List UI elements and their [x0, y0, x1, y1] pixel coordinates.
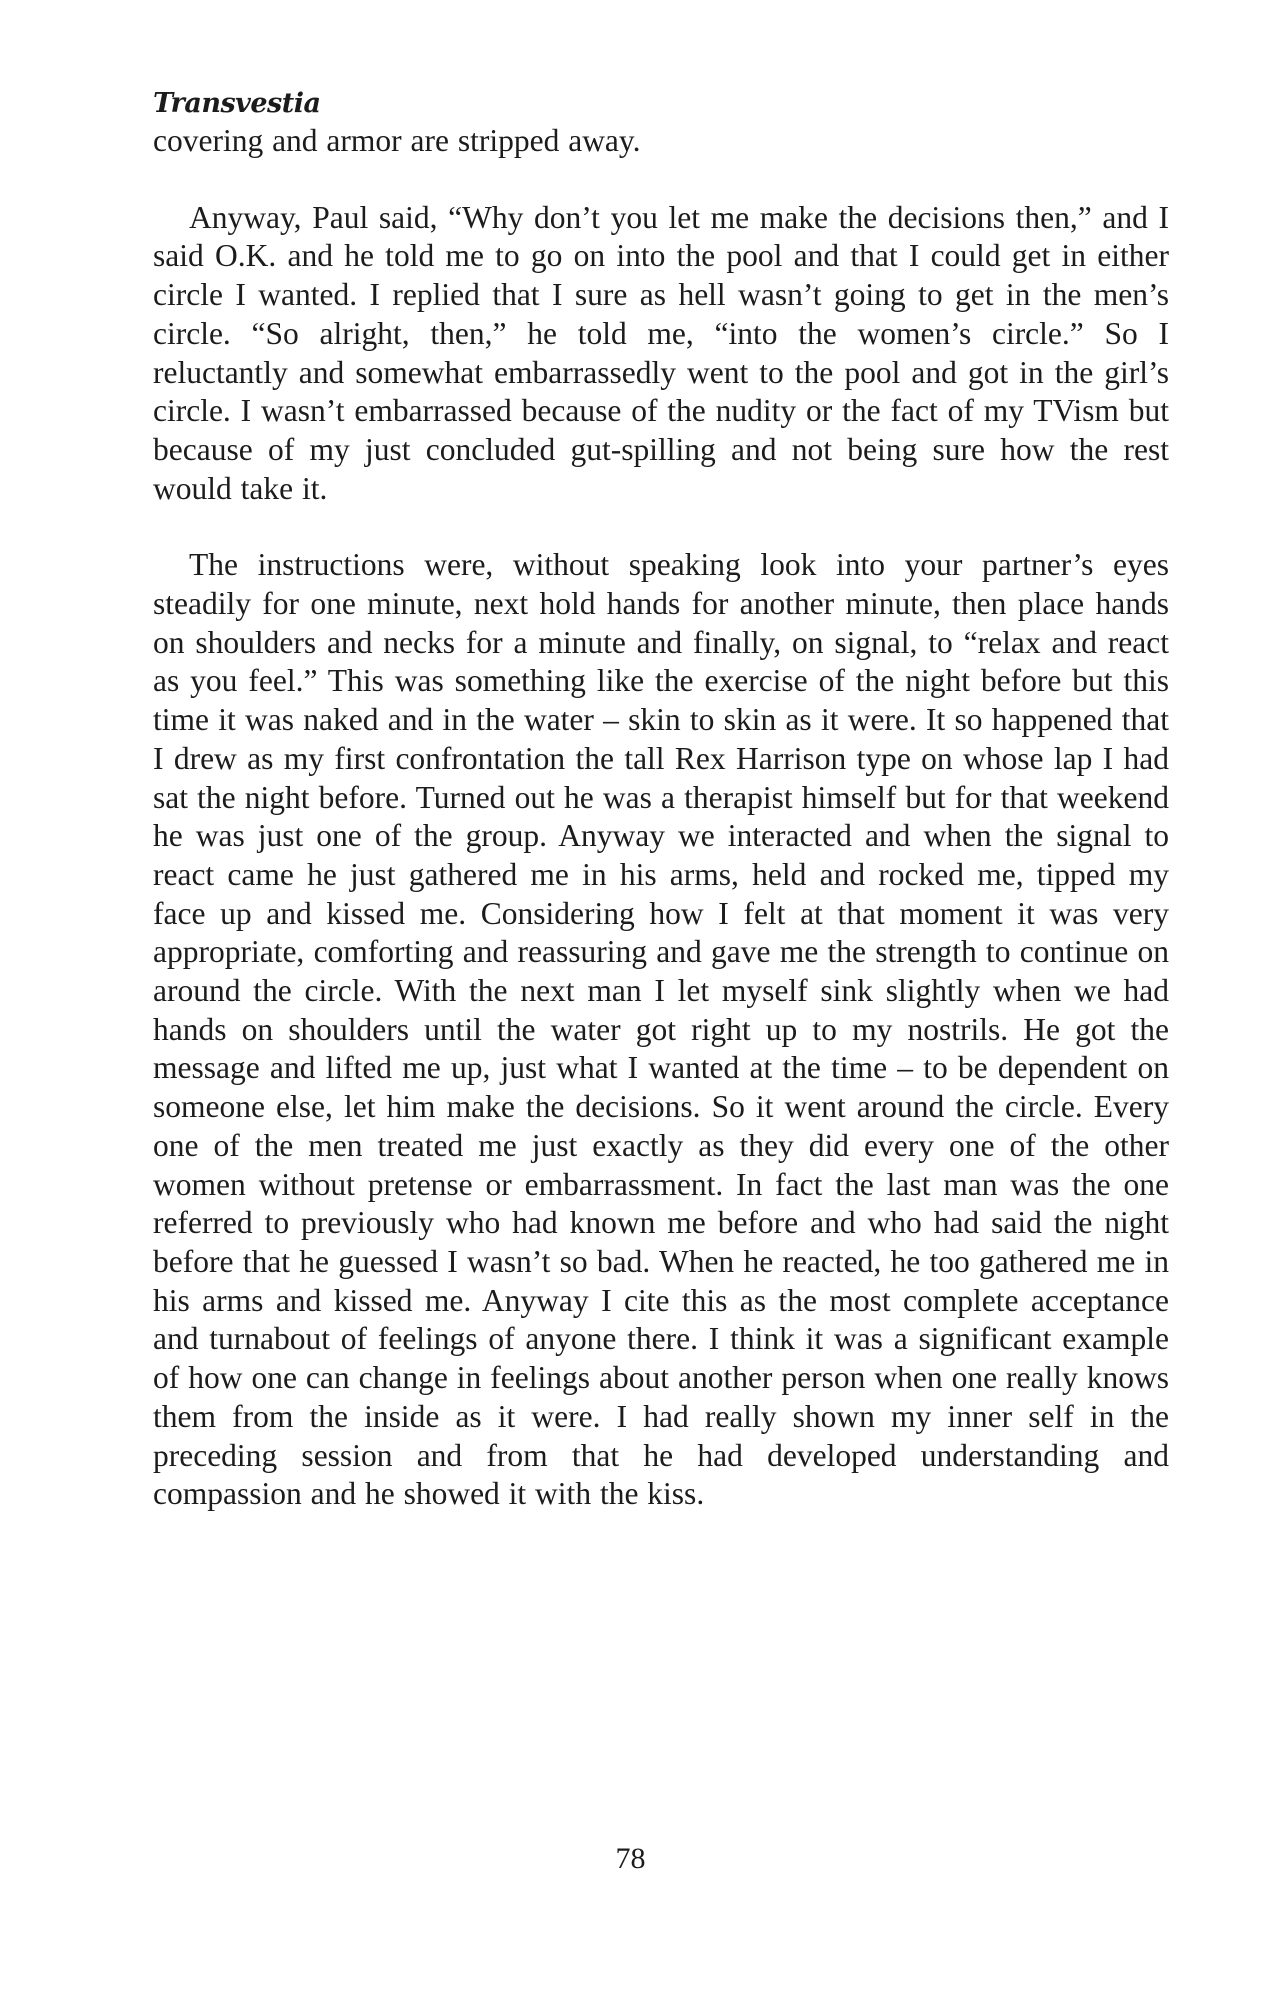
paragraph-instructions: The instructions were, without speaking look into your partner’s eyes steadily for one minute, next hold hands for another minute, then place hands on shoulders and necks for a minute and finally, on signal, to “relax and react as you feel.” This was something like the exercise of the night before but this time it was naked and in the water – skin to skin as it were. It so happened that I drew as my first confrontation the tall Rex Harrison type on whose lap I had sat the night before. Turned out he was a therapist himself but for that weekend he was just one of the group. Anyway we interacted and when the signal to react came he just gathered me in his arms, held and rocked me, tipped my face up and kissed me. Considering how I felt at that moment it was very appropriate, comforting and reassuring and gave me the strength to continue on around the circle. With the next man I let myself sink slightly when we had hands on shoulders until the water got right up to my nostrils. He got the message and lifted me up, just what I wanted at the time – to be dependent on someone else, let him make the decisions. So it went around the circle. Every one of the men treated me just exactly as they did every one of the other women without pretense or embarrassment. In fact the last man was the one referred to previously who had known me before and who had said the night before that he guessed I wasn’t so bad. When he reacted, he too gathered me in his arms and kissed me. Anyway I cite this as the most complete acceptance and turnabout of feelings of anyone there. I think it was a significant example of how one can change in feelings about another person when one really knows them from the inside as it were. I had really shown my inner self in the preceding session and from that he had developed understanding and compassion and he showed it with the kiss.	[153, 547, 1169, 1512]
paragraph-continuation: covering and armor are stripped away.	[153, 123, 641, 158]
running-head: Transvestia	[153, 88, 321, 119]
page-number: 78	[615, 1842, 646, 1875]
page-body	[153, 88, 1169, 1514]
paragraph-decisions: Anyway, Paul said, “Why don’t you let me make the decisions then,” and I said O.K. and he told me to go on into the pool and that I could get in either circle I wanted. I replied that I sure as hell wasn’t going to get in the men’s circle. “So alright, then,” he told me, “into the women’s circle.” So I reluctantly and somewhat embarrassedly went to the pool and got in the girl’s circle. I wasn’t embarrassed because of the nudity or the fact of my TVism but because of my just concluded gut-spilling and not being sure how the rest would take it.	[153, 199, 1169, 506]
